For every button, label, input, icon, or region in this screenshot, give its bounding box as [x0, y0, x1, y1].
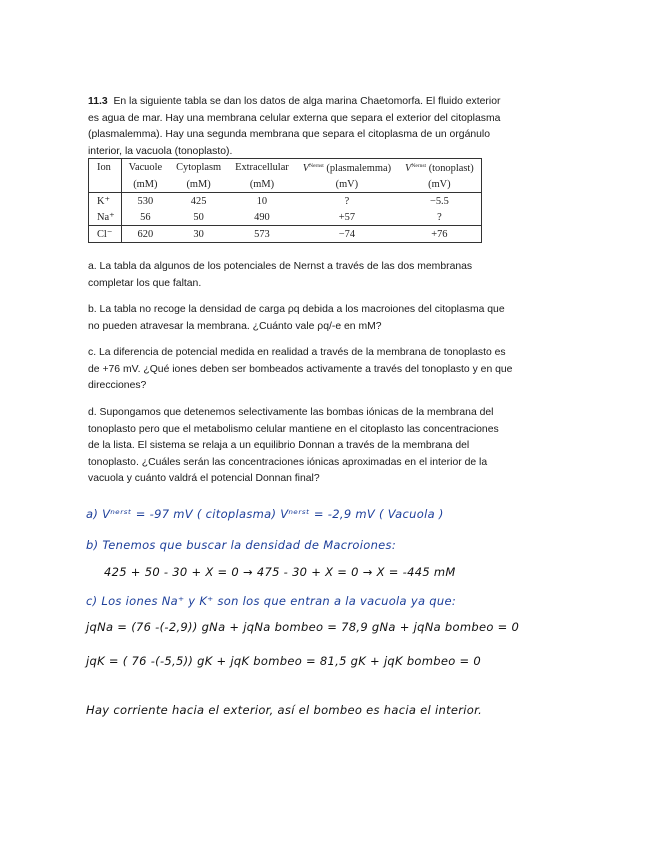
cell-vacuole: 56 — [140, 211, 151, 223]
question-b: b. La tabla no recoge la densidad de carga ρq debida a los macroiones del citoplasma que no pueden atravesar la membrana. ¿Cuánto vale ρq/-e en mM? — [88, 304, 505, 332]
col-header-cytoplasm: Cytoplasm — [169, 159, 228, 177]
unit-tonoplast: (mV) — [398, 176, 481, 193]
cell-ion: Na⁺ — [89, 209, 122, 226]
col-header-tonoplast: $V^{Nernst}$ (tonoplast) — [398, 159, 481, 177]
data-table — [88, 158, 482, 243]
col-header-extracellular: Extracellular — [228, 159, 296, 177]
cell-tonoplast: −5.5 — [398, 193, 481, 210]
unit-extracellular: (mM) — [228, 176, 296, 193]
cell-vacuole: 530 — [137, 195, 154, 207]
cell-plasmalemma: −74 — [296, 226, 398, 243]
question-a: a. La tabla da algunos de los potenciales de Nernst a través de las dos membranas completar los que faltan. — [88, 261, 473, 289]
cell-ion: K⁺ — [89, 193, 122, 210]
cell-cytoplasm: 425 — [190, 195, 207, 207]
col-header-plasmalemma: $V^{Nernst}$ (plasmalemma) — [296, 159, 398, 177]
cell-plasmalemma: +57 — [338, 211, 356, 223]
handwritten-conclusion: Hay corriente hacia el exterior, así el bombeo es hacia el interior. — [86, 703, 483, 717]
table-row — [89, 209, 482, 226]
cell-vacuole: 620 — [121, 226, 169, 243]
unit-vacuole: (mM) — [121, 176, 169, 193]
col-header-ion: Ion — [89, 159, 122, 177]
handwritten-equation-na: jqNa = (76 -(-2,9)) gNa + jqNa bombeo = 78,9 gNa + jqNa bombeo = 0 — [86, 620, 520, 634]
unit-plasmalemma: (mV) — [296, 176, 398, 193]
handwritten-answer-a: a) Vⁿᵉʳˢᵗ = -97 mV ( citoplasma) Vⁿᵉʳˢᵗ = -2,9 mV ( Vacuola ) — [86, 507, 444, 521]
cell-plasmalemma: ? — [344, 195, 350, 207]
unit-ion — [89, 176, 122, 193]
problem-intro-text: En la siguiente tabla se dan los datos de alga marina Chaetomorfa. El fluido exterior es agua de mar. Hay una membrana celular externa que separa el exterior del citoplasma (plasmalemma). Hay una segunda membrana que separa el citoplasma de un orgánulo interior, la vacuola (tonoplasto). — [88, 96, 501, 157]
handwritten-equation-k: jqK = ( 76 -(-5,5)) gK + jqK bombeo = 81,5 gK + jqK bombeo = 0 — [86, 654, 482, 668]
col-header-vacuole: Vacuole — [121, 159, 169, 177]
cell-ion: Cl⁻ — [89, 226, 122, 243]
handwritten-answer-c: c) Los iones Na⁺ y K⁺ son los que entran a la vacuola ya que: — [86, 594, 457, 608]
cell-extracellular: 490 — [254, 211, 270, 223]
cell-tonoplast: +76 — [398, 226, 481, 243]
cell-extracellular: 10 — [256, 195, 268, 207]
table-row — [89, 193, 482, 210]
question-c: c. La diferencia de potencial medida en realidad a través de la membrana de tonoplasto es de +76 mV. ¿Qué iones deben ser bombeados activamente a través del tonoplasto y en que direcciones? — [88, 347, 513, 392]
problem-intro — [88, 94, 513, 160]
problem-number: 11.3 — [88, 96, 108, 107]
unit-cytoplasm: (mM) — [169, 176, 228, 193]
cell-tonoplast: ? — [398, 209, 481, 226]
question-d: d. Supongamos que detenemos selectivamente las bombas iónicas de la membrana del tonoplasto pero que el metabolismo celular mantiene en el citoplasto las concentraciones de la lista. El sistema se relaja a un equilibrio Donnan a través de la membrana del tonoplasto. ¿Cuáles serán las concentraciones iónicas aproximadas en el interior de la vacuola y cuánto valdrá el potencial Donnan final? — [88, 407, 499, 485]
cell-cytoplasm: 30 — [169, 226, 228, 243]
handwritten-calculation-b: 425 + 50 - 30 + X = 0 → 475 - 30 + X = 0 → X = -445 mM — [104, 565, 456, 579]
cell-extracellular: 573 — [228, 226, 296, 243]
cell-cytoplasm: 50 — [193, 211, 204, 223]
table-row — [89, 226, 482, 243]
handwritten-answer-b: b) Tenemos que buscar la densidad de Macroiones: — [86, 538, 397, 552]
